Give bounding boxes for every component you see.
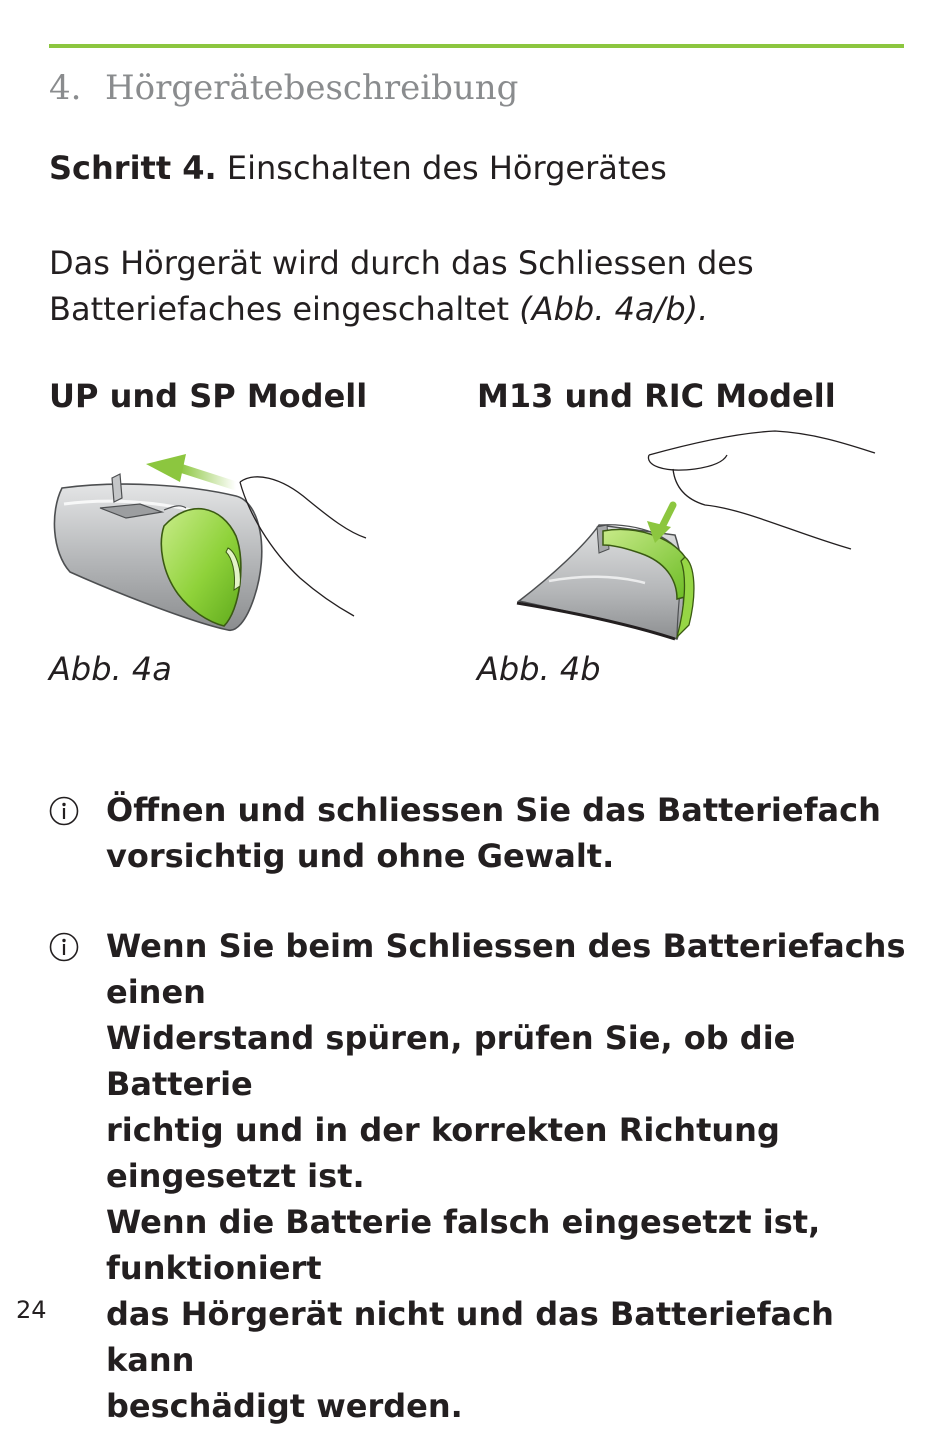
note-2-line-6: beschädigt werden. [106, 1387, 463, 1425]
note-2-line-3: richtig und in der korrekten Richtung eingesetzt ist. [106, 1111, 780, 1195]
step-title: Einschalten des Hörgerätes [226, 149, 667, 187]
section-title [49, 68, 518, 108]
section-title-text: Hörgerätebeschreibung [105, 68, 519, 108]
intro-figure-reference: (Abb. 4a/b). [519, 290, 709, 328]
hearing-aid-bte-illustration [40, 440, 410, 650]
note-2-line-5: das Hörgerät nicht und das Batteriefach kann [106, 1295, 834, 1379]
note-2-line-4: Wenn die Batterie falsch eingesetzt ist, funktioniert [106, 1203, 821, 1287]
intro-line-2: Batteriefaches eingeschaltet [49, 290, 520, 328]
header-rule [49, 44, 904, 48]
info-icon [49, 932, 79, 962]
figure-heading-up-sp: UP und SP Modell [49, 377, 368, 415]
note-1-line-2: vorsichtig und ohne Gewalt. [106, 837, 615, 875]
figure-heading-m13-ric: M13 und RIC Modell [477, 377, 836, 415]
intro-line-1: Das Hörgerät wird durch das Schliessen des [49, 244, 754, 282]
section-number: 4. [49, 68, 82, 108]
intro-paragraph [49, 240, 754, 332]
note-2-line-1: Wenn Sie beim Schliessen des Batteriefachs einen [106, 927, 906, 1011]
note-1 [49, 787, 909, 879]
figure-caption-4b: Abb. 4b [477, 650, 601, 688]
page-number: 24 [16, 1296, 47, 1324]
note-2-line-2: Widerstand spüren, prüfen Sie, ob die Batterie [106, 1019, 796, 1103]
hearing-aid-ric-illustration [505, 425, 885, 650]
info-icon [49, 796, 79, 826]
step-heading [49, 149, 667, 187]
note-2 [49, 923, 909, 1429]
figure-caption-4a: Abb. 4a [49, 650, 172, 688]
note-1-line-1: Öffnen und schliessen Sie das Batteriefach [106, 791, 881, 829]
step-label: Schritt 4. [49, 149, 217, 187]
